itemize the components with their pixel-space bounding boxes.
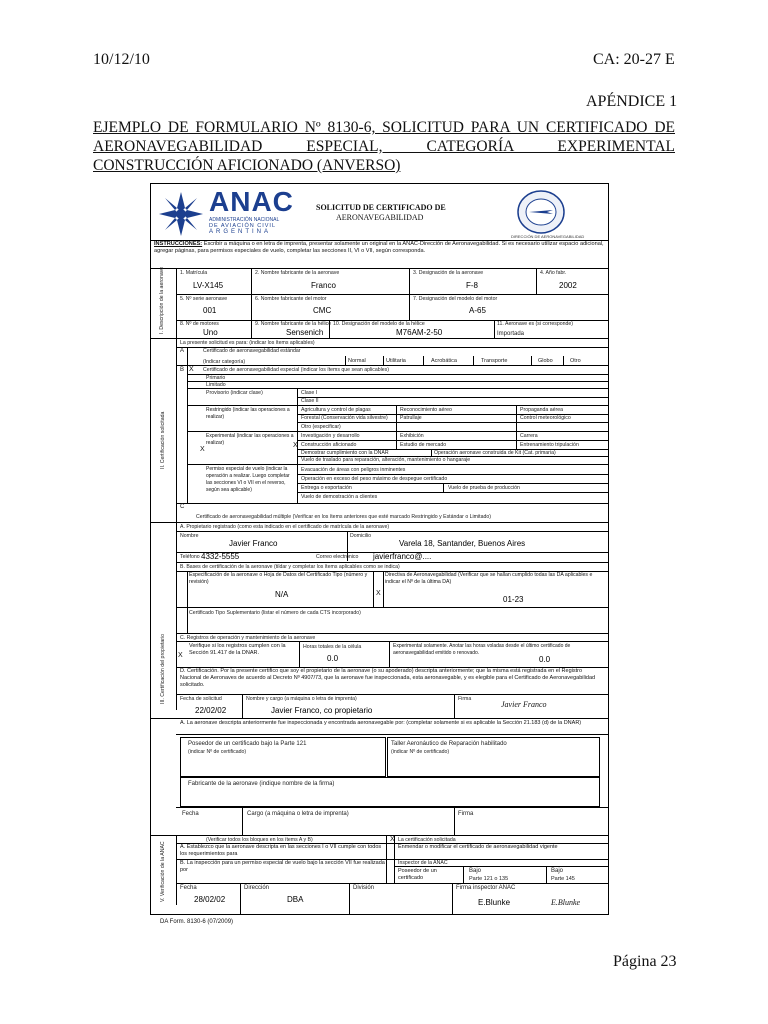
limitado: Limitado bbox=[206, 382, 226, 388]
restr-item-7: Otro (especificar) bbox=[301, 424, 341, 430]
anac-seal-icon bbox=[517, 190, 565, 234]
owner-name-label: Nombre bbox=[180, 533, 199, 539]
clase-1: Clase I bbox=[301, 390, 318, 396]
perm-item-1: Evacuación de áreas con peligros inminentes bbox=[301, 467, 406, 473]
exp-item-7: Demostrar cumplimiento con la DNAR bbox=[301, 450, 389, 456]
perm-item-5: Vuelo de demostración a clientes bbox=[301, 494, 378, 500]
section4-repair-label: Taller Aeronáutico de Reparación habilitado bbox=[391, 741, 507, 747]
cat-acrobatica[interactable]: Acrobática bbox=[431, 358, 457, 364]
section3-c1-text: Verifique si los registros cumplen con la Sección 91.417 de la DNAR. bbox=[189, 643, 286, 656]
restr-item-2: Reconocimiento aéreo bbox=[400, 407, 452, 413]
experimental: Experimental (indicar las operaciones a realizar) bbox=[206, 433, 294, 446]
f4-label: 4. Año fabr. bbox=[540, 270, 567, 276]
section4-operator-sub: (indicar Nº de certificado) bbox=[188, 749, 247, 755]
f7-value: A-65 bbox=[469, 306, 486, 315]
instructions-text: Escribir a máquina o en letra de imprenta, presentar solamente un original en la ANAC-Dirección de Aeronavegabilidad. Si es necesario utilizar espacio adicional, agregar páginas, para permisos especiales de vuelo, completar las secciones II, VI o VII, según corresponda. bbox=[154, 241, 604, 254]
section1-side-label: I. Descripción de la aeronave bbox=[159, 266, 165, 334]
owner-address-label: Domicilio bbox=[350, 533, 372, 539]
f11-label: 11. Aeronave es (si corresponde) bbox=[497, 321, 574, 327]
section3-c2-label: Horas totales de la célula bbox=[303, 644, 362, 650]
section5-division-label: División bbox=[353, 885, 375, 891]
form-title-2: AERONAVEGABILIDAD bbox=[336, 213, 424, 222]
owner-address-value: Varela 18, Santander, Buenos Aires bbox=[399, 539, 526, 548]
request-sign-label: Firma bbox=[458, 696, 472, 702]
section5-cert-head: La certificación solicitada bbox=[398, 837, 456, 843]
section5-holder: Poseedor de un certificado bbox=[398, 868, 437, 881]
section5-check-head: (Verificar todos los bloques en los ítems A y B) bbox=[206, 837, 313, 843]
exp-item-2: Exhibición bbox=[400, 433, 424, 439]
perm-item-3: Entrega o exportación bbox=[301, 485, 352, 491]
exp-item-3: Carrera bbox=[520, 433, 538, 439]
section3-side-label: III. Certificación del propietario bbox=[160, 633, 166, 704]
f2-label: 2. Nombre fabricante de la aeronave bbox=[255, 270, 340, 276]
section5-date-label: Fecha bbox=[180, 885, 197, 891]
experimental-check[interactable]: X bbox=[200, 446, 205, 453]
section5-under-2-sub: Parte 145 bbox=[551, 876, 575, 882]
page-number: Página 23 bbox=[613, 953, 677, 970]
section3-c2-value: 0.0 bbox=[327, 654, 339, 663]
restr-item-6: Control meteorológico bbox=[520, 415, 571, 421]
section2-b-letter: B bbox=[180, 367, 185, 373]
section4-sign-label: Firma bbox=[458, 811, 474, 817]
owner-phone-label: Teléfono bbox=[180, 554, 200, 560]
form-8130-6 bbox=[150, 183, 609, 915]
f3-label: 3. Designación de la aeronave bbox=[413, 270, 484, 276]
perm-item-4: Vuelo de prueba de producción bbox=[448, 485, 520, 491]
section4-repair-sub: (indicar Nº de certificado) bbox=[391, 749, 450, 755]
section3-a-head: A. Propietario registrado (como esta indicado en el certificado de matrícula de la aeronave) bbox=[180, 524, 390, 530]
section2-c-letter: C bbox=[180, 504, 185, 510]
section2-side-label: II. Certificación solicitada bbox=[160, 411, 166, 469]
request-name-label: Nombre y cargo (a máquina o letra de imprenta) bbox=[246, 696, 357, 702]
owner-name-value: Javier Franco bbox=[229, 539, 278, 548]
f5-label: 5. Nº serie aeronave bbox=[180, 296, 228, 302]
section5-inspector-head: Inspector de la ANAC bbox=[398, 860, 448, 866]
restr-item-4: Forestal (Conservación vida silvestre) bbox=[301, 415, 388, 421]
section3-b-head: B. Bases de certificación de la aeronave (tildar y completar los ítems aplicables como se indica) bbox=[180, 564, 400, 570]
anac-line-2: DE AVIACIÓN CIVIL bbox=[209, 223, 277, 229]
section3-b1-value: N/A bbox=[275, 590, 289, 599]
owner-email-value: javierfranco@.... bbox=[373, 552, 432, 561]
section5-inspector-name: E.Blunke bbox=[478, 898, 511, 907]
f8-label: 8. Nº de motores bbox=[180, 321, 219, 327]
section5-amend-text: Enmendar o modificar el certificado de aeronavegabilidad vigente bbox=[398, 844, 558, 850]
section3-c-head: C. Registros de operación y mantenimiento de la aeronave bbox=[180, 635, 316, 641]
anac-line-1: ADMINISTRACIÓN NACIONAL bbox=[209, 217, 280, 223]
section5-b-text: B. La inspección para un permiso especial de vuelo bajo la sección VII fue realizada por bbox=[180, 860, 385, 873]
cat-utilitaria[interactable]: Utilitaria bbox=[386, 358, 406, 364]
permiso-especial: Permiso especial de vuelo (indicar la operación a realizar. Luego completar las secciones VI o VII en el reverso, según sea aplicable) bbox=[206, 466, 290, 493]
f9-label: 9. Nombre fabricante de la hélice bbox=[255, 321, 332, 327]
provisorio: Provisorio (indicar clase) bbox=[206, 390, 263, 396]
appendix-label: APÉNDICE 1 bbox=[586, 93, 678, 110]
f9-value: Sensenich bbox=[286, 328, 324, 337]
section5-under-2: Bajo bbox=[551, 868, 564, 874]
section3-b2-value: 01-23 bbox=[503, 595, 524, 604]
f11-value: Importada bbox=[497, 331, 525, 337]
owner-phone-value: 4332-5555 bbox=[201, 552, 240, 561]
cat-globo[interactable]: Globo bbox=[538, 358, 553, 364]
f6-label: 6. Nombre fabricante del motor bbox=[255, 296, 327, 302]
section2-b-text: Certificado de aeronavegabilidad especial (indicar los ítems que sean aplicables) bbox=[203, 367, 389, 373]
category-list bbox=[316, 356, 603, 366]
vuelo-traslado: Vuelo de traslado para reparación, alteración, mantenimiento o hangaraje bbox=[301, 457, 471, 463]
restr-item-1: Agricultura y control de plagas bbox=[301, 407, 371, 413]
request-date-label: Fecha de solicitud bbox=[180, 696, 222, 702]
f10-value: M76AM-2-50 bbox=[396, 328, 443, 337]
primario: Primario bbox=[206, 375, 226, 381]
f10-label: 10. Designación del modelo de la hélice bbox=[333, 321, 425, 327]
section2-a-text: Certificado de aeronavegabilidad estándar bbox=[203, 348, 301, 354]
section5-direction-label: Dirección bbox=[244, 885, 270, 891]
perm-item-2: Operación en exceso del peso máximo de despegue certificado bbox=[301, 476, 448, 482]
instructions bbox=[154, 241, 604, 255]
construccion-check[interactable]: X bbox=[293, 442, 298, 449]
restr-item-3: Propaganda aérea bbox=[520, 407, 563, 413]
anac-brand: ANAC bbox=[209, 186, 294, 217]
exp-item-8: Operación aeronave construida de Kit (Cat. primaria) bbox=[434, 450, 556, 456]
owner-email-label: Correo electrónico bbox=[316, 554, 359, 560]
section5-sign-label: Firma inspector ANAC bbox=[456, 885, 516, 891]
f4-value: 2002 bbox=[559, 281, 577, 290]
section4-date-label: Fecha bbox=[182, 811, 199, 817]
section5-signature: E.Blunke bbox=[551, 898, 581, 907]
seal-caption: DIRECCIÓN DE AERONAVEGABILIDAD bbox=[511, 234, 585, 239]
header-code: CA: 20-27 E bbox=[593, 51, 675, 68]
f5-value: 001 bbox=[203, 306, 217, 315]
section5-under-1: Bajo bbox=[469, 868, 482, 874]
section4-title-label: Cargo (a máquina o letra de imprenta) bbox=[247, 811, 349, 817]
cat-transporte[interactable]: Transporte bbox=[481, 358, 508, 364]
clase-2: Clase II bbox=[301, 398, 319, 404]
section5-direction-value: DBA bbox=[287, 895, 304, 904]
section5-a-text: A. Establezco que la aeronave descripta en las secciones I o VII cumple con todos los requerimientos para bbox=[180, 844, 382, 857]
f8-value: Uno bbox=[203, 328, 218, 337]
anac-line-3: ARGENTINA bbox=[209, 229, 272, 235]
cat-normal[interactable]: Normal bbox=[348, 358, 366, 364]
section5-side-label: V. Verificación de la ANAC bbox=[160, 841, 166, 902]
form-footnote: DA Form. 8130-6 (07/2009) bbox=[160, 919, 234, 925]
section4-operator-label: Poseedor de un certificado bajo la Parte 121 bbox=[188, 741, 307, 747]
section2-intro: La presente solicitud es para: (indicar los ítems aplicables) bbox=[180, 340, 315, 346]
header-date: 10/12/10 bbox=[93, 51, 150, 68]
section5-under-1-sub: Parte 121 o 135 bbox=[469, 876, 509, 882]
restringido: Restringido (indicar las operaciones a realizar) bbox=[206, 407, 290, 420]
section3-b2-check[interactable]: X bbox=[376, 590, 381, 597]
section3-c3-value: 0.0 bbox=[539, 655, 551, 664]
request-name-value: Javier Franco, co propietario bbox=[271, 706, 373, 715]
section4-a-text: A. La aeronave descripta anteriormente fue inspeccionada y encontrada aeronavegable por: (completar solamente si es aplicable la Sección 21.183 (d) de la DNAR) bbox=[180, 720, 582, 726]
section3-c1-check[interactable]: X bbox=[178, 652, 183, 659]
exp-item-5: Estudio de mercado bbox=[400, 442, 447, 448]
section3-b2-text: Directiva de Aeronavegabilidad (Verificar que se hallan cumplido todas las DA aplicables e indicar el Nº de la última DA) bbox=[385, 572, 593, 585]
request-signature: Javier Franco bbox=[501, 700, 547, 709]
exp-item-1: Investigación y desarrollo bbox=[301, 433, 360, 439]
f6-value: CMC bbox=[313, 306, 332, 315]
section3-c3-text: Experimental solamente. Anotar las horas voladas desde el último certificado de aeronavegabilidad emitido o renovado. bbox=[393, 643, 571, 656]
exp-item-4: Construcción aficionado bbox=[301, 442, 357, 448]
section2-c-text: Certificado de aeronavegabilidad múltiple (Verificar en los ítems anteriores que esté marcado Restringido y Estándar o Limitado) bbox=[196, 514, 491, 520]
f2-value: Franco bbox=[311, 281, 336, 290]
section3-b3-text: Certificado Tipo Suplementario (listar el número de cada CTS incorporado) bbox=[189, 610, 361, 616]
f1-value: LV-X145 bbox=[193, 281, 224, 290]
section3-b1-text: Especificación de la aeronave o Hoja de Datos del Certificado Tipo (número y revisión) bbox=[189, 572, 368, 585]
section3-d-text: D. Certificación. Por la presente certifico que soy el propietario de la aeronave (o su apoderado) descripta anteriormente; que la misma está registrada en el Registro Nacional de Aeronaves de acuerdo al Decreto Nº 4907/73, que la aeronave fue inspeccionada, esta aeronavegable, y es elegible para el Certificado de Aeronavegabilidad solicitado. bbox=[180, 668, 596, 688]
request-date-value: 22/02/02 bbox=[195, 706, 227, 715]
section2-b-check[interactable]: X bbox=[189, 366, 194, 373]
document-title: EJEMPLO DE FORMULARIO Nº 8130-6, SOLICITUD PARA UN CERTIFICADO DE AERONAVEGABILIDAD ESPECIAL, CATEGORÍA EXPERIMENTAL CONSTRUCCIÓN AFICIONADO (ANVERSO) bbox=[93, 119, 675, 174]
section2-a-letter: A bbox=[180, 348, 185, 354]
section2-a-sub: (Indicar categoría) bbox=[203, 359, 246, 365]
section4-manufacturer-label: Fabricante de la aeronave (indique nombre de la firma) bbox=[188, 781, 335, 787]
form-title-1: SOLICITUD DE CERTIFICADO DE bbox=[316, 203, 446, 212]
f7-label: 7. Designación del modelo del motor bbox=[413, 296, 498, 302]
exp-item-6: Entrenamiento tripulación bbox=[520, 442, 579, 448]
instructions-label: INSTRUCCIONES: bbox=[154, 241, 203, 247]
section5-cert-check[interactable]: X bbox=[390, 836, 395, 843]
anac-star-logo-icon bbox=[157, 190, 205, 238]
restr-item-5: Patrullaje bbox=[400, 415, 422, 421]
section5-date-value: 28/02/02 bbox=[194, 895, 226, 904]
f3-value: F-8 bbox=[466, 281, 478, 290]
cat-otro[interactable]: Otro bbox=[570, 358, 581, 364]
f1-label: 1. Matrícula bbox=[180, 270, 208, 276]
